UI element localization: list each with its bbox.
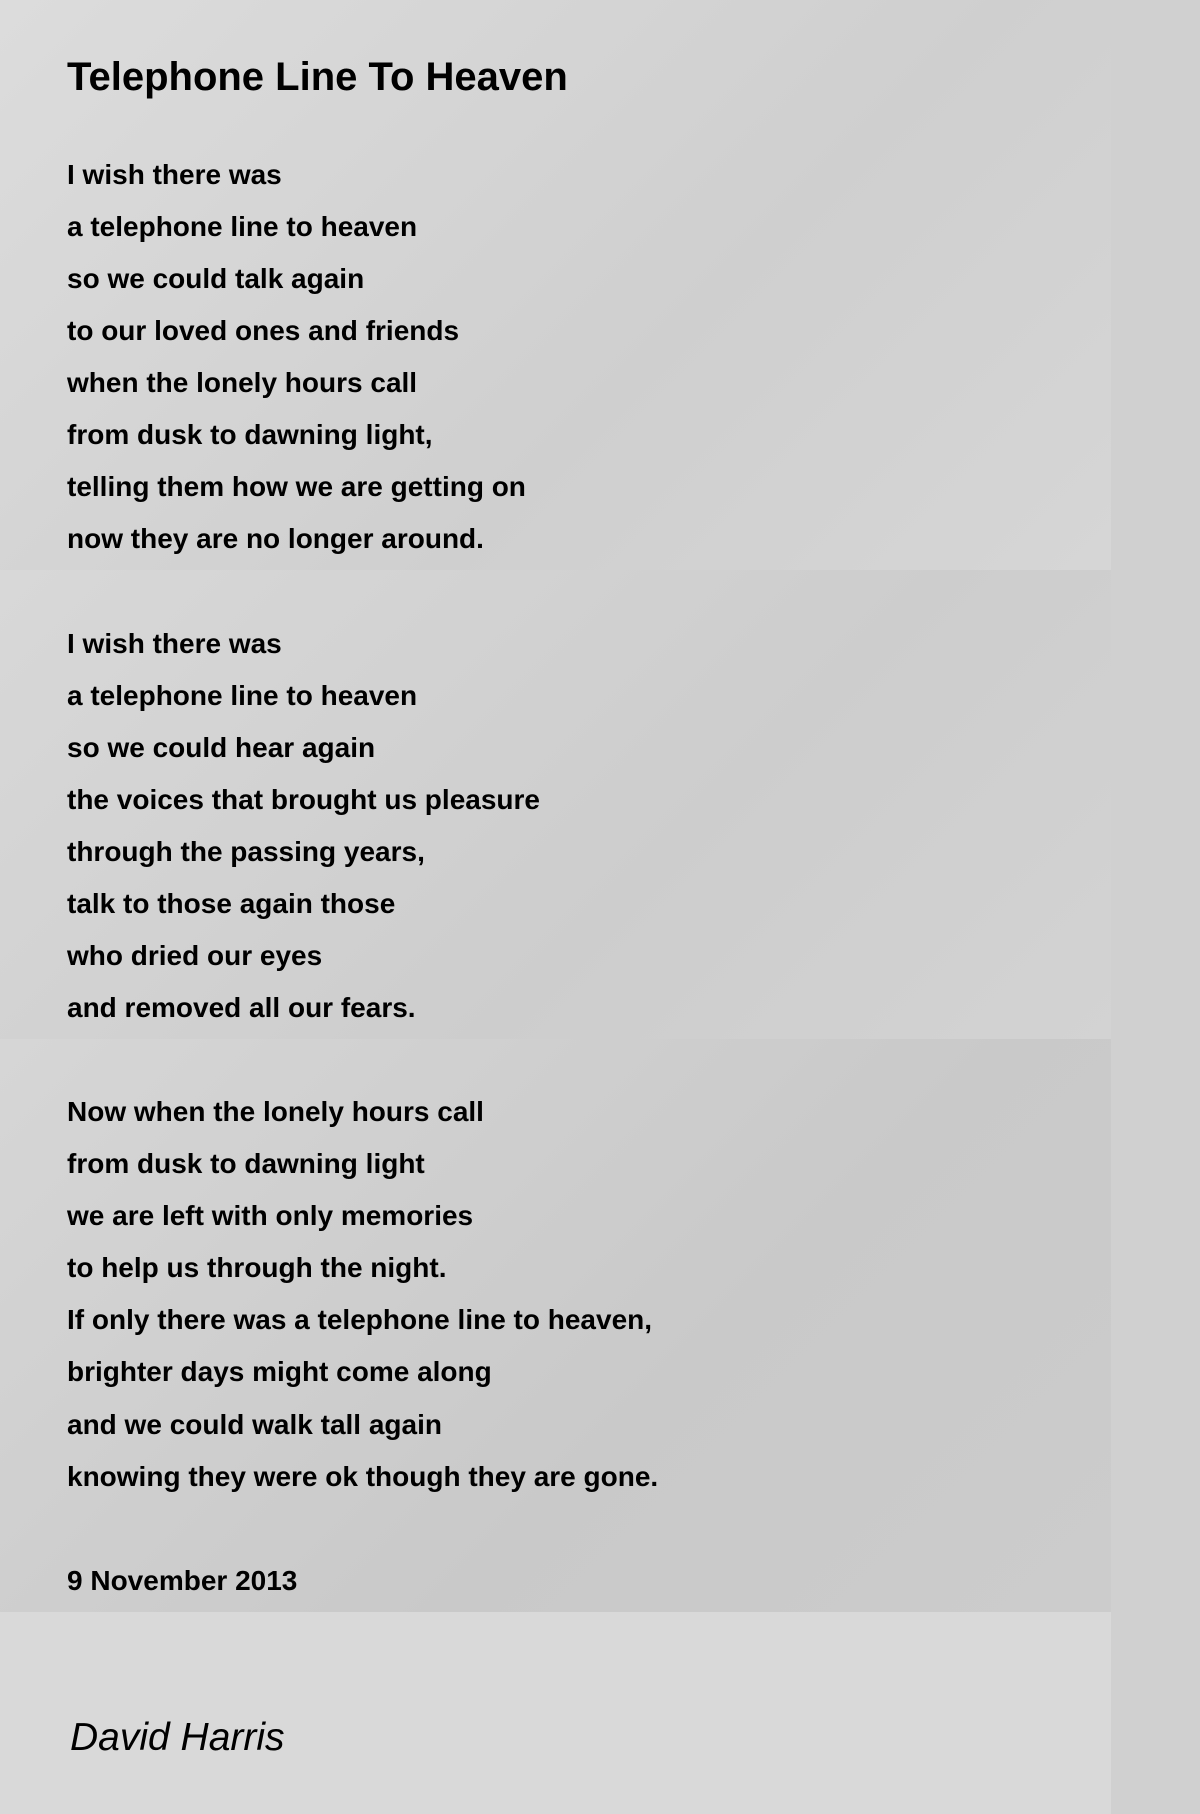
poem-line: If only there was a telephone line to heaven, xyxy=(67,1304,653,1336)
poem-line: Now when the lonely hours call xyxy=(67,1096,484,1128)
poem-line: I wish there was xyxy=(67,627,282,659)
poem-line: to help us through the night. xyxy=(67,1252,447,1284)
poem-line: so we could talk again xyxy=(67,263,365,295)
poem-title: Telephone Line To Heaven xyxy=(67,55,568,99)
poem-line: so we could hear again xyxy=(67,731,376,763)
stanza-3 xyxy=(67,1086,658,1503)
poem-line: who dried our eyes xyxy=(67,939,323,971)
poem-line: a telephone line to heaven xyxy=(67,211,418,243)
stanza-1 xyxy=(67,149,658,566)
poem-date: 9 November 2013 xyxy=(67,1564,298,1596)
poem-line: from dusk to dawning light xyxy=(67,1148,425,1180)
poem-line: when the lonely hours call xyxy=(67,367,418,399)
poem-body xyxy=(67,149,658,1607)
poem-line: a telephone line to heaven xyxy=(67,679,418,711)
poem-line: from dusk to dawning light, xyxy=(67,419,433,451)
poem-line: and we could walk tall again xyxy=(67,1408,442,1440)
poem-line: now they are no longer around. xyxy=(67,523,484,555)
poem-line: telling them how we are getting on xyxy=(67,471,526,503)
poem-line: knowing they were ok though they are gone. xyxy=(67,1460,659,1492)
stanza-2 xyxy=(67,618,658,1035)
poem-line: we are left with only memories xyxy=(67,1200,474,1232)
poem-line: through the passing years, xyxy=(67,835,425,867)
background-band xyxy=(0,1612,1111,1814)
poem-line: talk to those again those xyxy=(67,887,396,919)
author-name: David Harris xyxy=(70,1716,285,1759)
poem-line: to our loved ones and friends xyxy=(67,315,460,347)
poem-line: and removed all our fears. xyxy=(67,992,416,1023)
poem-line: the voices that brought us pleasure xyxy=(67,783,540,815)
background-edge xyxy=(1111,0,1200,1814)
poem-line: brighter days might come along xyxy=(67,1356,492,1388)
poem-line: I wish there was xyxy=(67,159,282,190)
